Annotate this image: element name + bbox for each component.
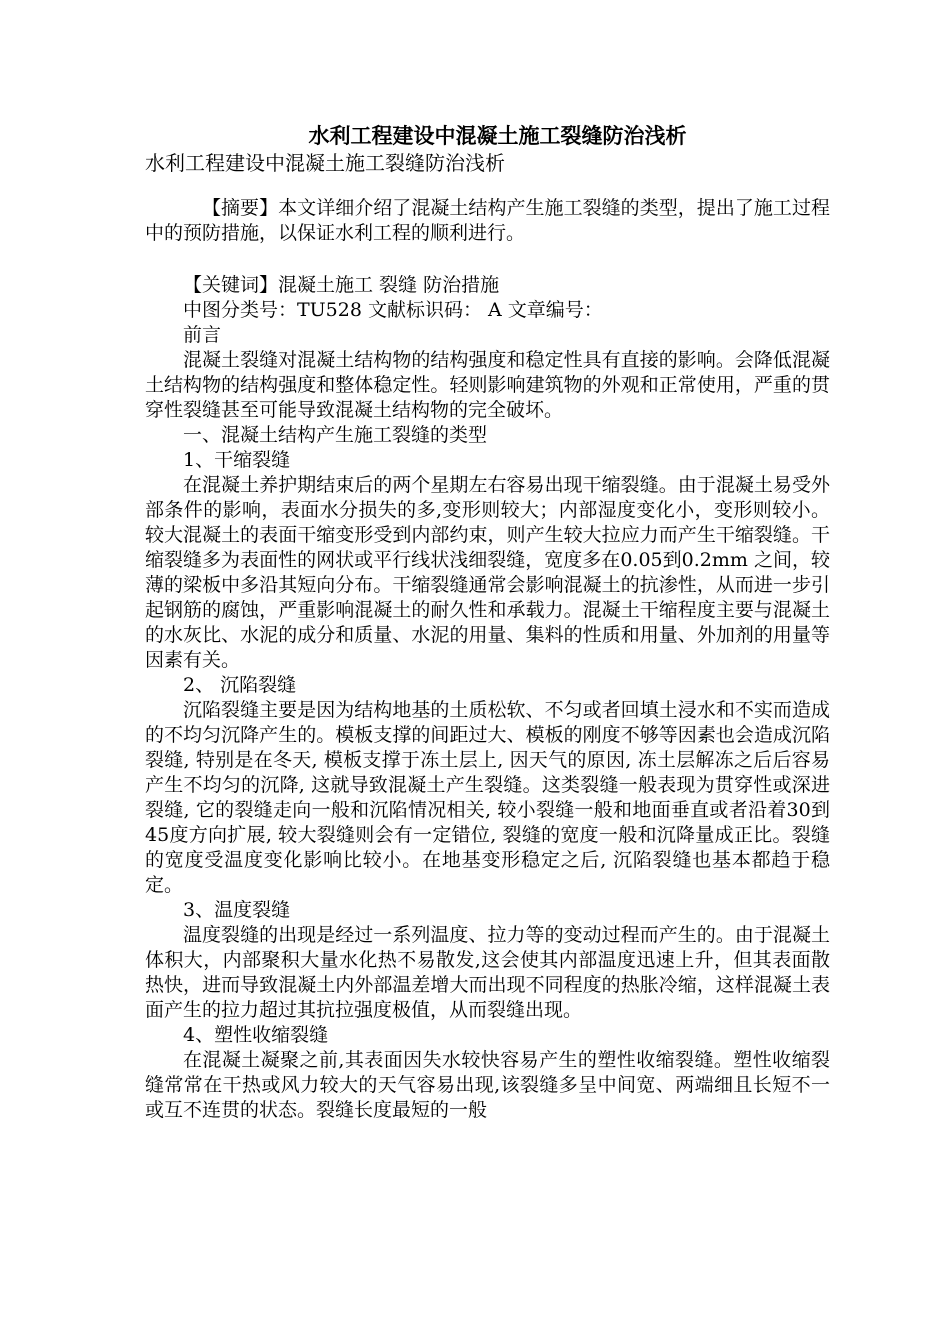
abstract-paragraph: 【摘要】本文详细介绍了混凝土结构产生施工裂缝的类型，提出了施工过程中的预防措施，以保证水利工程的顺利进行。: [145, 197, 830, 244]
subheading-settlement: 2、 沉陷裂缝: [183, 674, 297, 696]
section-heading-crack-types: 一、混凝土结构产生施工裂缝的类型: [183, 424, 488, 446]
preface-heading: 前言: [183, 324, 222, 346]
keywords-line: 【关键词】混凝土施工 裂缝 防治措施: [183, 274, 500, 296]
preface-paragraph: 混凝土裂缝对混凝土结构物的结构强度和稳定性具有直接的影响。会降低混凝土结构物的结构强度和整体稳定性。轻则影响建筑物的外观和正常使用，严重的贯穿性裂缝甚至可能导致混凝土结构物的完全破坏。: [145, 349, 830, 421]
classification-line: 中图分类号：TU528 文献标识码： A 文章编号：: [183, 299, 603, 321]
subheading-plastic-shrinkage: 4、塑性收缩裂缝: [183, 1024, 329, 1046]
paragraph-plastic-shrinkage: 在混凝土凝聚之前,其表面因失水较快容易产生的塑性收缩裂缝。塑性收缩裂缝常常在干热或风力较大的天气容易出现,该裂缝多呈中间宽、两端细且长短不一或互不连贯的状态。裂缝长度最短的一般: [145, 1049, 830, 1121]
document-subtitle: 水利工程建设中混凝土施工裂缝防治浅析: [145, 151, 505, 175]
document-title: 水利工程建设中混凝土施工裂缝防治浅析: [308, 123, 687, 148]
paragraph-drying-shrinkage: 在混凝土养护期结束后的两个星期左右容易出现干缩裂缝。由于混凝土易受外部条件的影响，表面水分损失的多,变形则较大；内部湿度变化小，变形则较小。较大混凝土的表面干缩变形受到内部约束，则产生较大拉应力而产生干缩裂缝。干缩裂缝多为表面性的网状或平行线状浅细裂缝，宽度多在0.05到0.2mm 之间，较薄的梁板中多沿其短向分布。干缩裂缝通常会影响混凝土的抗渗性，从而进一步引起钢筋的腐蚀，严重影响混凝土的耐久性和承载力。混凝土干缩程度主要与混凝土的水灰比、水泥的成分和质量、水泥的用量、集料的性质和用量、外加剂的用量等因素有关。: [145, 474, 830, 671]
document-body: [145, 122, 830, 1123]
paragraph-settlement: 沉陷裂缝主要是因为结构地基的土质松软、不匀或者回填土浸水和不实而造成的不均匀沉降产生的。模板支撑的间距过大、模板的刚度不够等因素也会造成沉陷裂缝, 特别是在冬天, 模板支撑于冻土层上, 因天气的原因, 冻土层解冻之后后容易产生不均匀的沉降, 这就导致混凝土产生裂缝。这类裂缝一般表现为贯穿性或深进裂缝, 它的裂缝走向一般和沉陷情况相关, 较小裂缝一般和地面垂直或者沿着30到45度方向扩展, 较大裂缝则会有一定错位, 裂缝的宽度一般和沉降量成正比。裂缝的宽度受温度变化影响比较小。在地基变形稳定之后, 沉陷裂缝也基本都趋于稳定。: [145, 699, 830, 896]
paragraph-temperature: 温度裂缝的出现是经过一系列温度、拉力等的变动过程而产生的。由于混凝土体积大，内部聚积大量水化热不易散发,这会使其内部温度迅速上升，但其表面散热快，进而导致混凝土内外部温差增大而出现不同程度的热胀冷缩，这样混凝土表面产生的拉力超过其抗拉强度极值，从而裂缝出现。: [145, 924, 830, 1021]
subheading-temperature: 3、温度裂缝: [183, 899, 291, 921]
subheading-drying-shrinkage: 1、干缩裂缝: [183, 449, 291, 471]
